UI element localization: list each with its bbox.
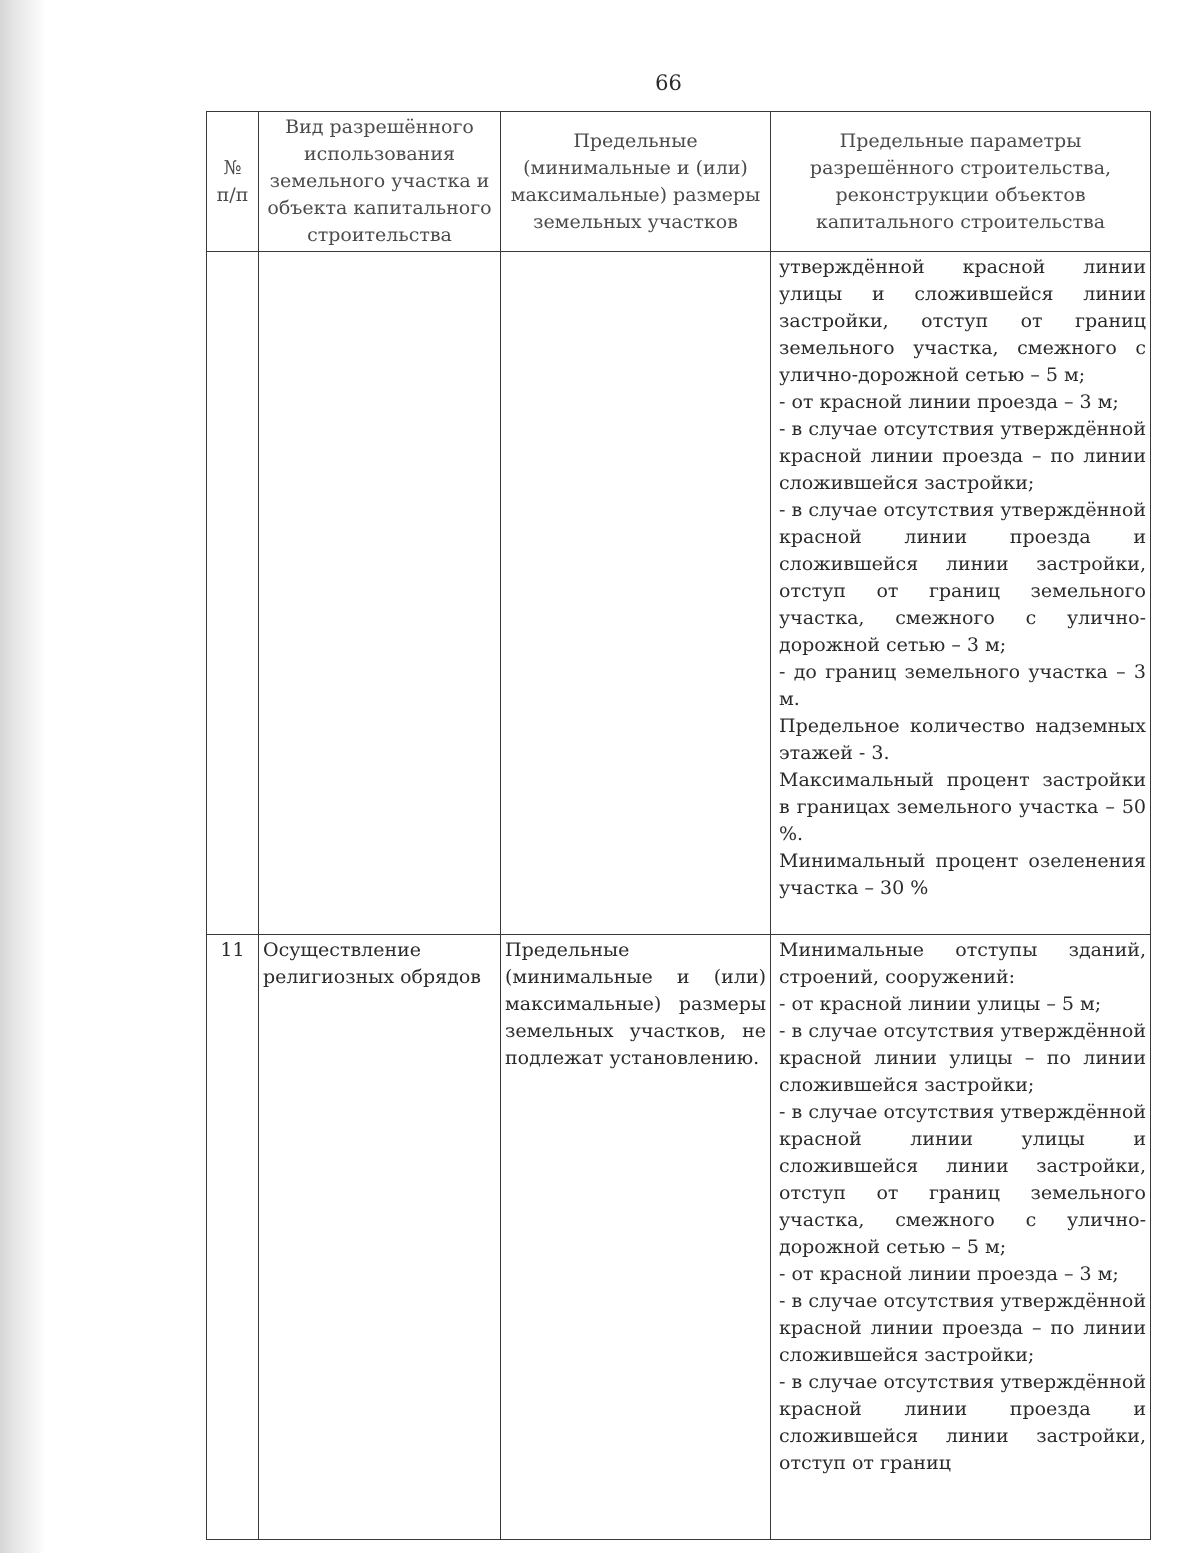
permitted-use-cell: Осуществление религиозных обрядов (259, 935, 501, 1540)
construction-parameters-cell (771, 935, 1151, 1540)
parameter-paragraph: утверждённой красной линии улицы и сложившейся линии застройки, отступ от границ земельного участка, смежного с улично-дорожной сетью – 5 м; (779, 256, 1146, 386)
construction-parameters-cell (771, 252, 1151, 935)
parameter-paragraph: - от красной линии улицы – 5 м; (779, 993, 1102, 1015)
parameter-paragraph: - от красной линии проезда – 3 м; (779, 1263, 1119, 1285)
parameter-paragraph: - в случае отсутствия утверждённой красной линии проезда – по линии сложившейся застройки; (779, 418, 1146, 494)
parameter-paragraph: - в случае отсутствия утверждённой красной линии проезда и сложившейся линии застройки, отступ от границ земельного участка, смежного с улично-дорожной сетью – 3 м; (779, 499, 1146, 656)
parameter-paragraph: - до границ земельного участка – 3 м. (779, 661, 1146, 710)
row-number-cell: 11 (207, 935, 259, 1540)
parameter-paragraph: Минимальные отступы зданий, строений, сооружений: (779, 939, 1146, 988)
parameter-paragraph: - в случае отсутствия утверждённой красной линии проезда и сложившейся линии застройки, отступ от границ (779, 1371, 1146, 1474)
parameter-paragraph: Максимальный процент застройки в границах земельного участка – 50 %. (779, 769, 1146, 845)
scan-shadow-edge (0, 0, 46, 1553)
parameter-paragraph: - от красной линии проезда – 3 м; (779, 391, 1119, 413)
header-permitted-use: Вид разрешённого использования земельного участка и объекта капитального строительства (259, 112, 501, 252)
row-number-cell (207, 252, 259, 935)
plot-size-cell (501, 252, 771, 935)
header-number: № п/п (207, 112, 259, 252)
parameter-paragraph: - в случае отсутствия утверждённой красной линии проезда – по линии сложившейся застройки; (779, 1290, 1146, 1366)
page-number: 66 (655, 71, 682, 95)
permitted-use-cell (259, 252, 501, 935)
table-row (207, 935, 1151, 1540)
header-construction-parameters: Предельные параметры разрешённого строительства, реконструкции объектов капитального строительства (771, 112, 1151, 252)
plot-size-cell: Предельные (минимальные и (или) максимальные) размеры земельных участков, не подлежат установлению. (501, 935, 771, 1540)
parameter-paragraph: Предельное количество надземных этажей - 3. (779, 715, 1146, 764)
table-header-row (207, 112, 1151, 252)
parameter-paragraph: Минимальный процент озеленения участка – 30 % (779, 850, 1146, 899)
parameter-paragraph: - в случае отсутствия утверждённой красной линии улицы – по линии сложившейся застройки; (779, 1020, 1146, 1096)
zoning-parameters-table (206, 111, 1151, 1540)
table-row (207, 252, 1151, 935)
header-plot-size: Предельные (минимальные и (или) максимальные) размеры земельных участков (501, 112, 771, 252)
parameter-paragraph: - в случае отсутствия утверждённой красной линии улицы и сложившейся линии застройки, отступ от границ земельного участка, смежного с улично-дорожной сетью – 5 м; (779, 1101, 1146, 1258)
